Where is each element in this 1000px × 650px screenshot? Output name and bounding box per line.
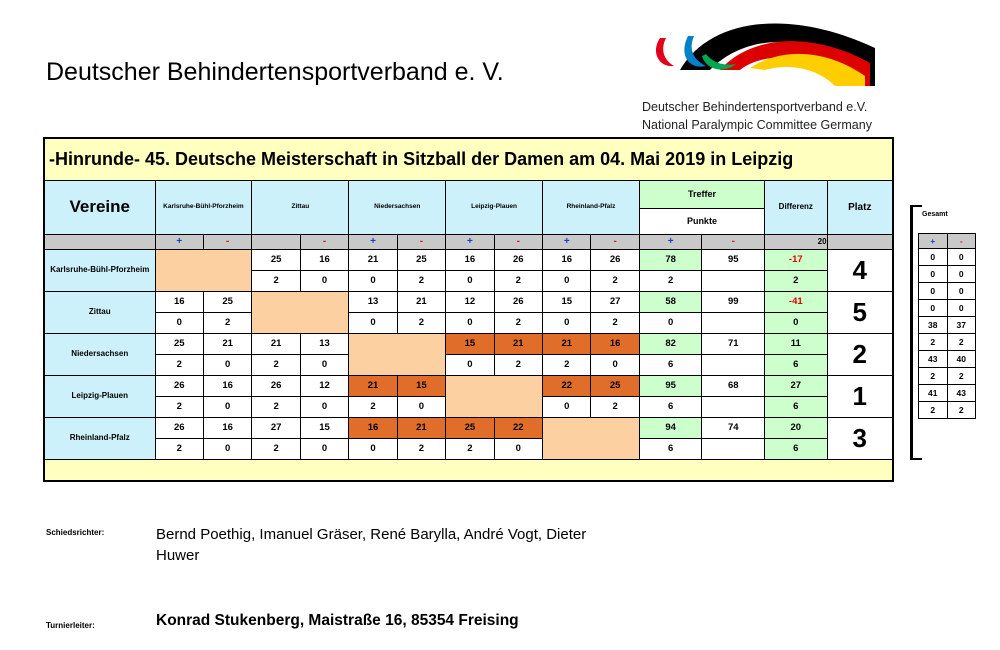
gesamt-plus: 2	[919, 368, 948, 385]
minus-sign: -	[591, 234, 639, 249]
gesamt-minus: 0	[947, 283, 976, 300]
minus-sign: -	[947, 234, 976, 249]
header-team-5: Rheinland-Pfalz	[543, 180, 640, 234]
score-for: 16	[446, 249, 494, 270]
score-for: 22	[543, 375, 591, 396]
differenz-punkte: 6	[765, 354, 828, 375]
platz: 1	[827, 375, 893, 417]
points-for: 0	[349, 270, 397, 291]
platz: 2	[827, 333, 893, 375]
points-against: 0	[300, 270, 348, 291]
gesamt-minus: 0	[947, 266, 976, 283]
differenz-punkte: 6	[765, 438, 828, 459]
gesamt-minus: 37	[947, 317, 976, 334]
table-row-points	[44, 354, 893, 375]
gesamt-plus: 41	[919, 385, 948, 402]
gesamt-minus: 2	[947, 334, 976, 351]
self-match-cell	[252, 291, 349, 333]
treffer-plus: 94	[639, 417, 702, 438]
score-against: 21	[397, 417, 445, 438]
score-against: 21	[203, 333, 251, 354]
punkte-empty	[702, 438, 765, 459]
minus-sign: -	[203, 234, 251, 249]
punkte: 6	[639, 354, 702, 375]
score-against: 25	[203, 291, 251, 312]
points-for: 0	[446, 354, 494, 375]
points-against: 0	[494, 438, 542, 459]
score-for: 21	[349, 249, 397, 270]
punkte-empty	[702, 396, 765, 417]
team-rows	[44, 249, 893, 459]
score-for: 15	[446, 333, 494, 354]
points-against: 0	[300, 396, 348, 417]
treffer-plus: 95	[639, 375, 702, 396]
plus-sign: +	[349, 234, 397, 249]
points-against: 2	[591, 396, 639, 417]
logo-caption	[642, 98, 872, 134]
sign-marker: 20	[765, 234, 828, 249]
gesamt-row	[919, 334, 976, 351]
score-for: 25	[446, 417, 494, 438]
score-against: 12	[300, 375, 348, 396]
team-name: Karlsruhe-Bühl-Pforzheim	[44, 249, 155, 291]
points-for: 2	[155, 354, 203, 375]
differenz: 11	[765, 333, 828, 354]
points-for: 0	[543, 396, 591, 417]
organization-title: Deutscher Behindertensportverband e. V.	[46, 58, 504, 86]
sign-empty	[827, 234, 893, 249]
punkte: 6	[639, 396, 702, 417]
gesamt-minus: 43	[947, 385, 976, 402]
score-for: 21	[252, 333, 300, 354]
differenz-punkte: 6	[765, 396, 828, 417]
gesamt-plus: 43	[919, 351, 948, 368]
score-for: 26	[155, 375, 203, 396]
score-for: 21	[543, 333, 591, 354]
differenz: -17	[765, 249, 828, 270]
points-against: 2	[397, 438, 445, 459]
points-against: 2	[494, 312, 542, 333]
paralympic-logo	[640, 8, 890, 88]
score-for: 16	[349, 417, 397, 438]
table-row	[44, 333, 893, 354]
gesamt-row	[919, 385, 976, 402]
points-for: 2	[155, 396, 203, 417]
header-vereine: Vereine	[44, 180, 155, 234]
score-for: 27	[252, 417, 300, 438]
sign-spacer	[44, 234, 155, 249]
score-for: 12	[446, 291, 494, 312]
self-match-cell	[446, 375, 543, 417]
punkte-empty	[702, 312, 765, 333]
bottom-bar	[44, 459, 893, 481]
treffer-minus: 71	[702, 333, 765, 354]
points-against: 0	[591, 354, 639, 375]
gesamt-bracket	[910, 205, 913, 460]
points-for: 2	[155, 438, 203, 459]
table-row	[44, 417, 893, 438]
treffer-minus: 68	[702, 375, 765, 396]
platz: 5	[827, 291, 893, 333]
gesamt-plus: 38	[919, 317, 948, 334]
gesamt-minus: 0	[947, 300, 976, 317]
points-for: 0	[446, 312, 494, 333]
points-against: 2	[591, 312, 639, 333]
points-against: 2	[494, 354, 542, 375]
minus-sign: -	[702, 234, 765, 249]
self-match-cell	[155, 249, 252, 291]
sign-empty	[252, 234, 300, 249]
gesamt-table	[918, 233, 976, 419]
plus-sign: +	[543, 234, 591, 249]
score-for: 15	[543, 291, 591, 312]
turnierleiter-value: Konrad Stukenberg, Maistraße 16, 85354 Freising	[156, 612, 519, 629]
turnierleiter-label: Turnierleiter:	[46, 621, 95, 630]
points-against: 2	[591, 270, 639, 291]
differenz: 20	[765, 417, 828, 438]
score-against: 16	[203, 417, 251, 438]
minus-sign: -	[300, 234, 348, 249]
score-for: 26	[155, 417, 203, 438]
header-team-3: Niedersachsen	[349, 180, 446, 234]
schiedsrichter-names: Bernd Poethig, Imanuel Gräser, René Barylla, André Vogt, Dieter Huwer	[156, 526, 587, 564]
score-against: 22	[494, 417, 542, 438]
gesamt-plus: 2	[919, 402, 948, 419]
differenz-punkte: 2	[765, 270, 828, 291]
score-against: 25	[397, 249, 445, 270]
points-for: 0	[543, 312, 591, 333]
score-for: 25	[252, 249, 300, 270]
table-row	[44, 375, 893, 396]
gesamt-sign-row	[919, 234, 976, 249]
points-against: 2	[494, 270, 542, 291]
score-against: 16	[300, 249, 348, 270]
header-treffer: Treffer	[639, 180, 764, 208]
score-against: 27	[591, 291, 639, 312]
gesamt-rows	[919, 249, 976, 419]
score-against: 26	[591, 249, 639, 270]
punkte-empty	[702, 270, 765, 291]
points-for: 0	[155, 312, 203, 333]
points-against: 0	[300, 354, 348, 375]
differenz-punkte: 0	[765, 312, 828, 333]
points-for: 0	[543, 270, 591, 291]
treffer-minus: 95	[702, 249, 765, 270]
treffer-plus: 78	[639, 249, 702, 270]
score-against: 15	[300, 417, 348, 438]
points-against: 0	[397, 396, 445, 417]
table-row	[44, 249, 893, 270]
gesamt-row	[919, 368, 976, 385]
table-title: -Hinrunde- 45. Deutsche Meisterschaft in Sitzball der Damen am 04. Mai 2019 in Leipzig	[44, 138, 893, 180]
gesamt-row	[919, 402, 976, 419]
table-row-points	[44, 438, 893, 459]
score-against: 21	[494, 333, 542, 354]
score-for: 16	[543, 249, 591, 270]
platz: 4	[827, 249, 893, 291]
plus-sign: +	[155, 234, 203, 249]
points-for: 0	[349, 438, 397, 459]
treffer-minus: 99	[702, 291, 765, 312]
gesamt-row	[919, 317, 976, 334]
score-for: 16	[155, 291, 203, 312]
gesamt-plus: 2	[919, 334, 948, 351]
points-against: 2	[397, 312, 445, 333]
punkte: 6	[639, 438, 702, 459]
team-name: Niedersachsen	[44, 333, 155, 375]
score-against: 13	[300, 333, 348, 354]
treffer-plus: 82	[639, 333, 702, 354]
punkte-empty	[702, 354, 765, 375]
gesamt-row	[919, 300, 976, 317]
punkte: 2	[639, 270, 702, 291]
platz: 3	[827, 417, 893, 459]
points-for: 2	[252, 396, 300, 417]
score-against: 25	[591, 375, 639, 396]
results-table	[43, 137, 894, 482]
treffer-plus: 58	[639, 291, 702, 312]
score-against: 15	[397, 375, 445, 396]
gesamt-row	[919, 266, 976, 283]
bottom-bar-cell	[44, 459, 893, 481]
header-team-4: Leipzig-Plauen	[446, 180, 543, 234]
team-name: Zittau	[44, 291, 155, 333]
score-against: 16	[591, 333, 639, 354]
differenz: -41	[765, 291, 828, 312]
differenz: 27	[765, 375, 828, 396]
header-punkte: Punkte	[639, 208, 764, 234]
gesamt-row	[919, 351, 976, 368]
points-against: 0	[203, 396, 251, 417]
gesamt-minus: 40	[947, 351, 976, 368]
points-for: 2	[252, 354, 300, 375]
header-team-1: Karlsruhe-Bühl-Pforzheim	[155, 180, 252, 234]
score-against: 26	[494, 291, 542, 312]
gesamt-plus: 0	[919, 283, 948, 300]
self-match-cell	[543, 417, 640, 459]
treffer-minus: 74	[702, 417, 765, 438]
header-team-2: Zittau	[252, 180, 349, 234]
score-for: 21	[349, 375, 397, 396]
minus-sign: -	[494, 234, 542, 249]
points-against: 0	[203, 354, 251, 375]
points-for: 2	[349, 396, 397, 417]
gesamt-plus: 0	[919, 300, 948, 317]
gesamt-minus: 0	[947, 249, 976, 266]
points-for: 0	[349, 312, 397, 333]
points-for: 2	[543, 354, 591, 375]
plus-sign: +	[639, 234, 702, 249]
table-row-points	[44, 312, 893, 333]
minus-sign: -	[397, 234, 445, 249]
score-against: 26	[494, 249, 542, 270]
points-for: 0	[446, 270, 494, 291]
score-for: 13	[349, 291, 397, 312]
gesamt-row	[919, 249, 976, 266]
sign-row	[44, 234, 893, 249]
gesamt-label: Gesamt	[922, 211, 948, 218]
points-against: 2	[397, 270, 445, 291]
self-match-cell	[349, 333, 446, 375]
points-for: 2	[252, 438, 300, 459]
points-for: 2	[252, 270, 300, 291]
score-for: 26	[252, 375, 300, 396]
gesamt-row	[919, 283, 976, 300]
plus-sign: +	[919, 234, 948, 249]
gesamt-minus: 2	[947, 368, 976, 385]
plus-sign: +	[446, 234, 494, 249]
header-platz: Platz	[827, 180, 893, 234]
schiedsrichter-label: Schiedsrichter:	[46, 528, 105, 537]
points-against: 0	[300, 438, 348, 459]
gesamt-plus: 0	[919, 266, 948, 283]
points-against: 2	[203, 312, 251, 333]
score-against: 21	[397, 291, 445, 312]
logo-caption-line2: National Paralympic Committee Germany	[642, 118, 872, 132]
points-for: 2	[446, 438, 494, 459]
team-name: Rheinland-Pfalz	[44, 417, 155, 459]
table-row	[44, 291, 893, 312]
score-for: 25	[155, 333, 203, 354]
team-name: Leipzig-Plauen	[44, 375, 155, 417]
points-against: 0	[203, 438, 251, 459]
gesamt-minus: 2	[947, 402, 976, 419]
score-against: 16	[203, 375, 251, 396]
punkte: 0	[639, 312, 702, 333]
gesamt-plus: 0	[919, 249, 948, 266]
logo-caption-line1: Deutscher Behindertensportverband e.V.	[642, 100, 868, 114]
header-differenz: Differenz	[765, 180, 828, 234]
